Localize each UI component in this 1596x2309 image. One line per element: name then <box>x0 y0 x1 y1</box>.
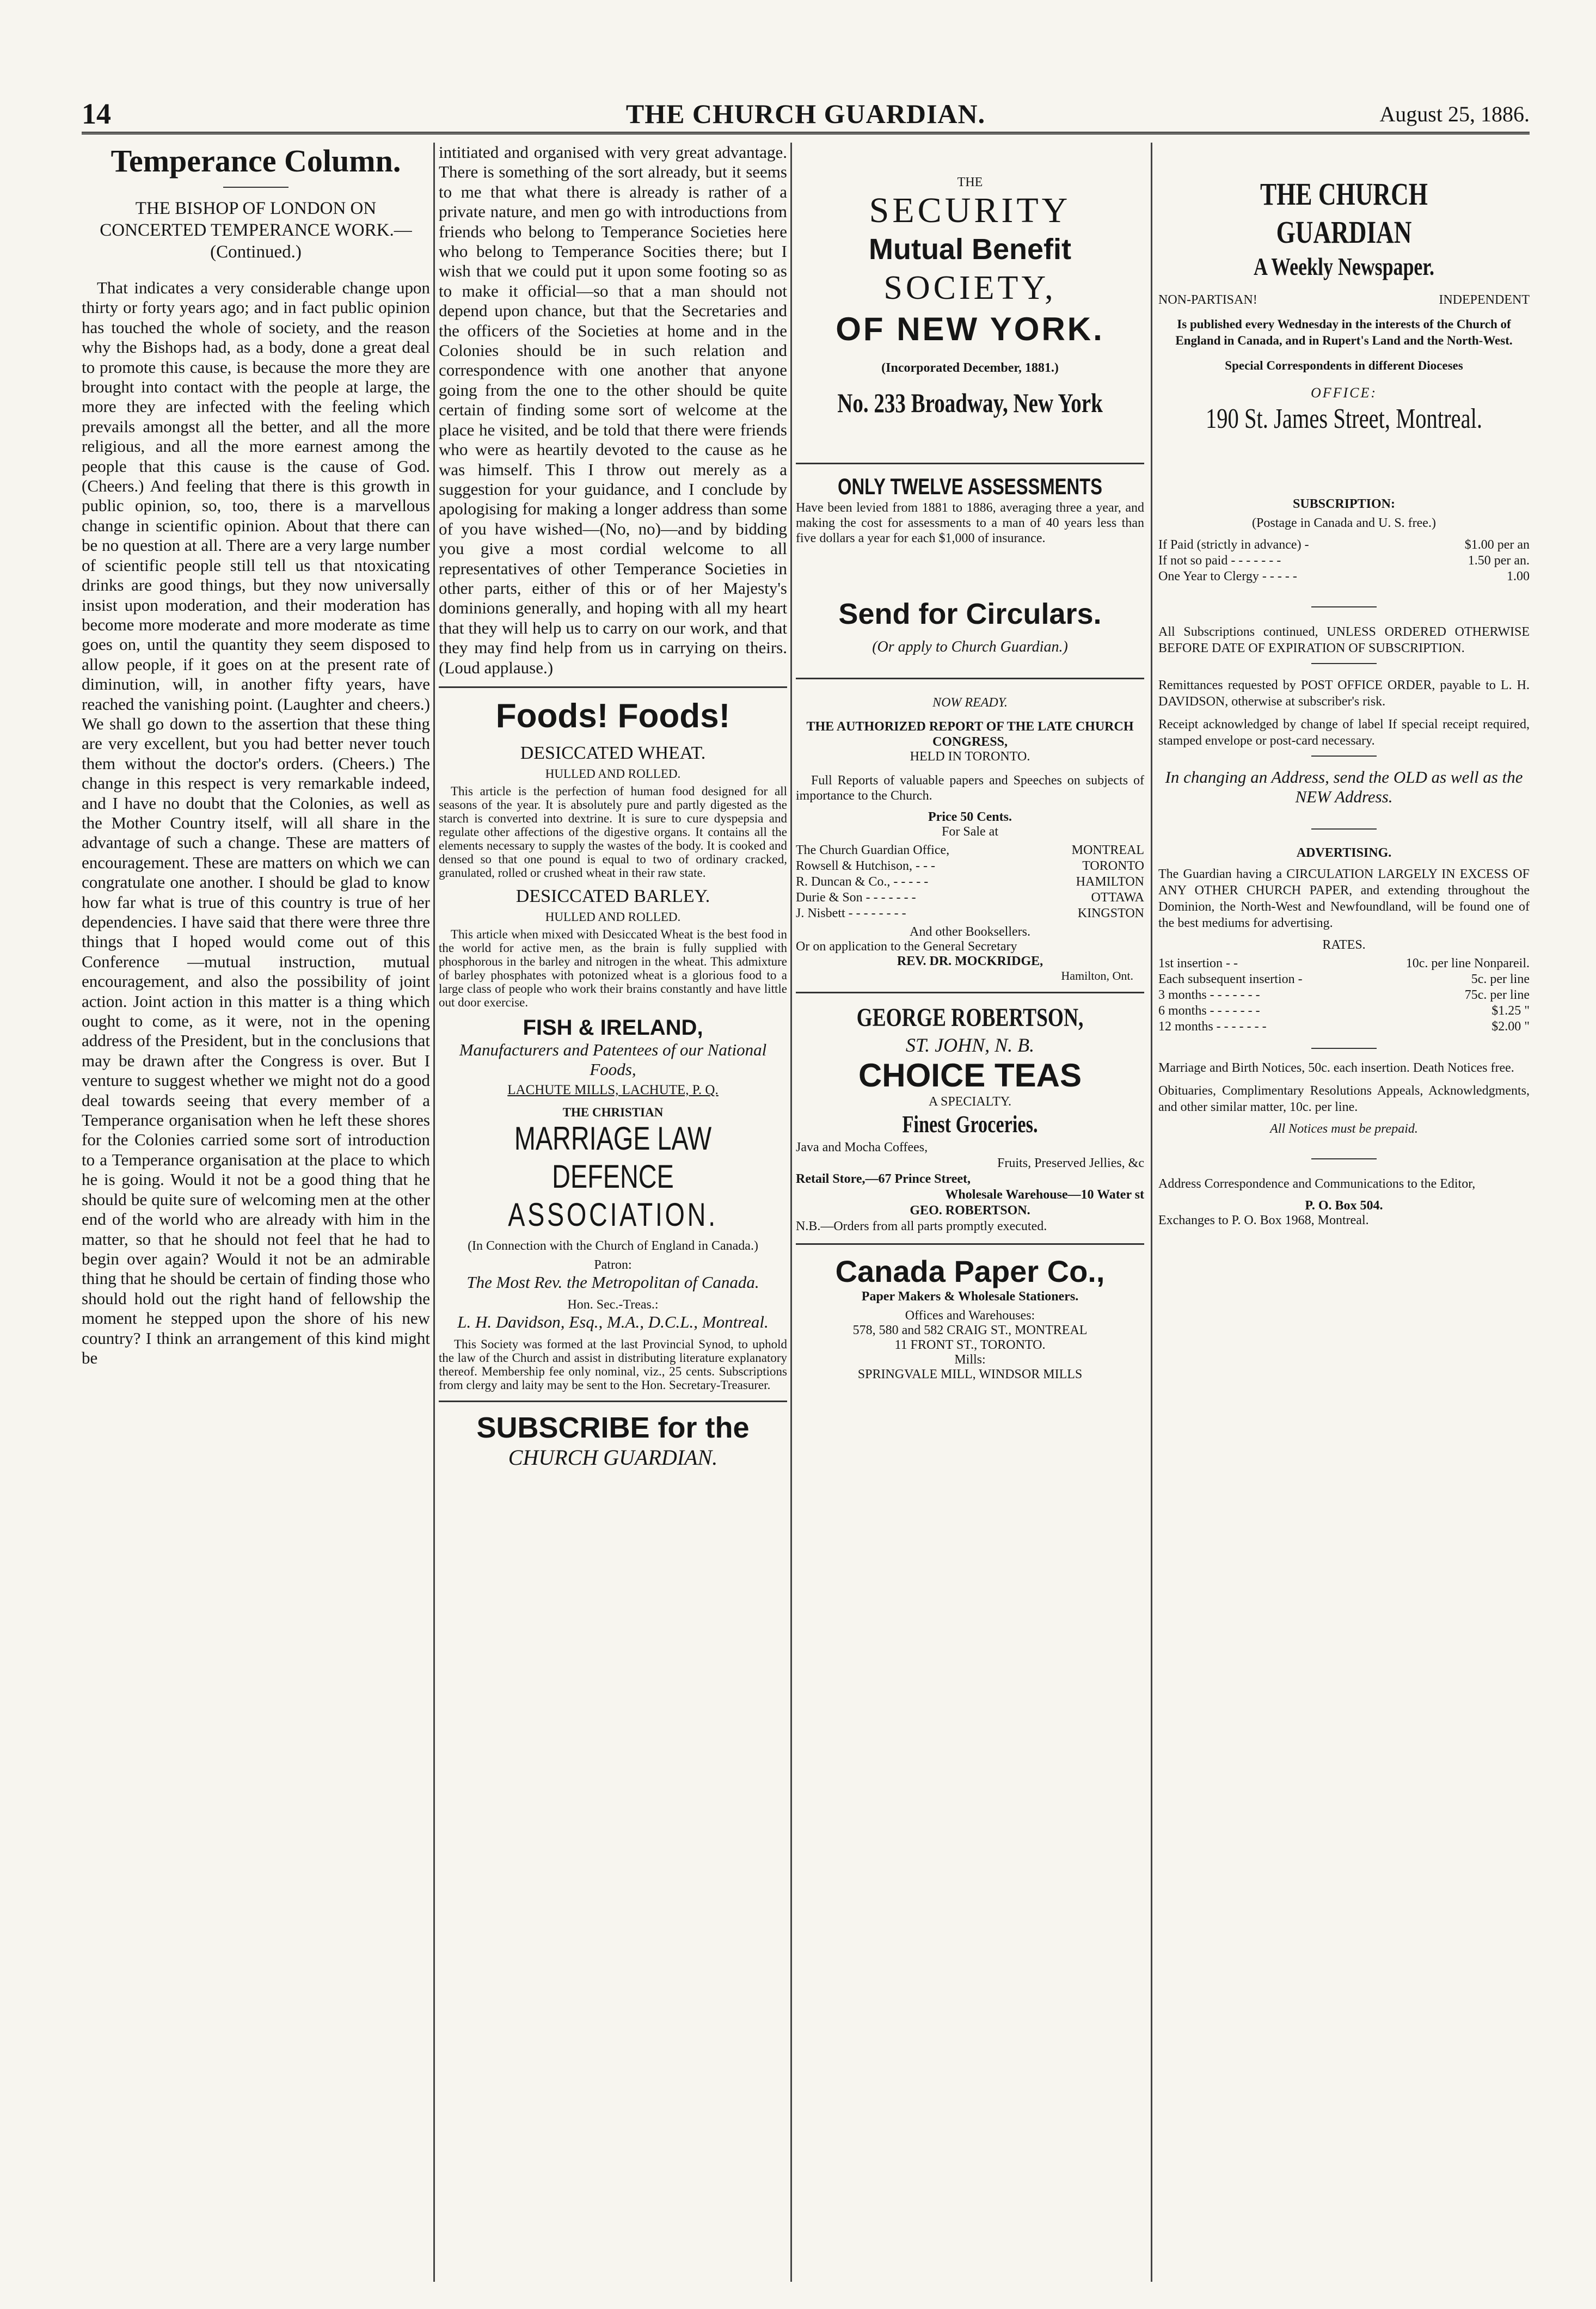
rates-heading: RATES. <box>1322 938 1366 952</box>
marriage-patron-label: Patron: <box>594 1257 632 1272</box>
robertson-finest: Finest Groceries. <box>902 1111 1038 1138</box>
postage-note: (Postage in Canada and U. S. free.) <box>1252 516 1436 530</box>
divider <box>223 187 288 188</box>
congress-others: And other Booksellers. <box>910 925 1030 939</box>
advertising-heading: ADVERTISING. <box>1296 846 1392 860</box>
divider <box>439 686 787 688</box>
marriage-secretary: L. H. Davidson, Esq., M.A., D.C.L., Montreal. <box>457 1312 769 1331</box>
column-temperance <box>82 143 430 2282</box>
seller-row <box>796 906 1144 922</box>
wheat-subtitle: HULLED AND ROLLED. <box>545 766 681 781</box>
robertson-fruits: Fruits, Preserved Jellies, &c <box>997 1156 1144 1170</box>
seller-name: R. Duncan & Co., - - - - - <box>796 875 929 889</box>
remittances-note: Remittances requested by POST OFFICE ORDER, payable to L. H. DAVIDSON, otherwise at subscriber's risk. <box>1158 678 1530 709</box>
security-send: Send for Circulars. <box>838 598 1102 630</box>
receipt-note: Receipt acknowledged by change of label If special receipt required, stamped envelope or post-card necessary. <box>1158 717 1530 748</box>
security-the: THE <box>957 175 983 189</box>
subscription-continued: All Subscriptions continued, UNLESS ORDERED OTHERWISE BEFORE DATE OF EXPIRATION OF SUBSCRIPTION. <box>1158 625 1530 655</box>
marriage-title-line2: ASSOCIATION. <box>508 1196 718 1233</box>
marriage-description: This Society was formed at the last Provincial Synod, to uphold the law of the Church and assist in distributing literature explanatory thereof. Membership fee only nominal, viz., 25 cents. Subscriptions from clergy and laity may be sent to the Hon. Secretary-Treasurer. <box>439 1337 787 1392</box>
divider <box>796 463 1144 464</box>
column-paper-info <box>1158 143 1530 2282</box>
congress-title: THE AUTHORIZED REPORT OF THE LATE CHURCH CONGRESS, <box>806 720 1134 749</box>
robertson-nb: N.B.—Orders from all parts promptly executed. <box>796 1219 1047 1233</box>
rate-row <box>1158 1003 1530 1019</box>
column-rule <box>790 143 792 2282</box>
marriage-the-christian: THE CHRISTIAN <box>562 1105 664 1119</box>
rate-row <box>1158 972 1530 987</box>
seller-name: The Church Guardian Office, <box>796 843 950 857</box>
seller-row <box>796 874 1144 890</box>
robertson-advert <box>796 1002 1144 1235</box>
subscription-label: If Paid (strictly in advance) - <box>1158 538 1309 552</box>
robertson-place: ST. JOHN, N. B. <box>905 1034 1035 1056</box>
subscription-label: One Year to Clergy - - - - - <box>1158 569 1297 584</box>
maker-name: FISH & IRELAND, <box>523 1015 703 1040</box>
divider <box>1311 663 1377 664</box>
subscription-heading: SUBSCRIPTION: <box>1292 497 1396 511</box>
rate-label: 3 months - - - - - - - <box>1158 988 1260 1002</box>
congress-advert <box>796 696 1144 983</box>
divider <box>796 678 1144 679</box>
rate-label: Each subsequent insertion - <box>1158 972 1303 986</box>
prepaid-note: All Notices must be prepaid. <box>1270 1122 1418 1136</box>
seller-place: KINGSTON <box>1077 906 1144 920</box>
subscribe-line: SUBSCRIBE for the <box>476 1411 750 1444</box>
congress-application: Or on application to the General Secretary <box>796 939 1017 954</box>
seller-row <box>796 843 1144 858</box>
seller-row <box>796 858 1144 874</box>
marriage-connection: (In Connection with the Church of England in Canada.) <box>468 1238 758 1253</box>
security-title: SECURITY <box>869 191 1071 230</box>
wheat-title: DESICCATED WHEAT. <box>520 742 706 763</box>
canada-paper-advert <box>796 1254 1144 1382</box>
canada-paper-mills-label: Mills: <box>954 1353 986 1367</box>
canada-paper-address2: 11 FRONT ST., TORONTO. <box>894 1338 1046 1352</box>
paper-published: Is published every Wednesday in the interests of the Church of England in Canada, and in Rupert's Land and the North-West. <box>1175 317 1513 347</box>
congress-held: HELD IN TORONTO. <box>910 750 1030 764</box>
marriage-law-advert <box>439 1106 787 1392</box>
address-change-note: In changing an Address, send the OLD as well as the NEW Address. <box>1165 767 1523 806</box>
masthead <box>82 97 1530 134</box>
canada-paper-mills: SPRINGVALE MILL, WINDSOR MILLS <box>857 1367 1083 1381</box>
paper-title: THE CHURCH GUARDIAN. <box>625 99 986 129</box>
barley-title: DESICCATED BARLEY. <box>515 886 710 906</box>
subscription-label: If not so paid - - - - - - - <box>1158 554 1281 568</box>
subscription-price: 1.50 per an. <box>1468 554 1530 568</box>
po-box: P. O. Box 504. <box>1305 1199 1383 1213</box>
divider <box>796 1243 1144 1245</box>
seller-row <box>796 890 1144 906</box>
column-rule <box>1151 143 1152 2282</box>
congress-rev-location: Hamilton, Ont. <box>1061 969 1133 982</box>
robertson-name: GEORGE ROBERTSON, <box>856 1003 1084 1032</box>
marriage-notices: Marriage and Birth Notices, 50c. each insertion. Death Notices free. <box>1158 1061 1514 1075</box>
article-paragraph: That indicates a very considerable change upon thirty or forty years ago; and in fact public opinion has touched the whole of society, and the reason why the Bishops had, as a body, done a great deal to promote this cause, is because the more they are brought into contact with the people at large, the more they are infected with the feeling which prevails amongst all the better, and all the more religious, and all the more earnest among the people that this cause is the cause of God. (Cheers.) And feeling that there is this growth in public opinion, so, too, there is a marvellous change in scientific opinion. About that there can be no question at all. There are a very large number of scientific people still tell us that ntoxicating drinks are good things, but they now universally insist upon moderation, and their moderation has become more moderate and more moderate as time goes on, until the quantity they seem disposed to allow people, if it goes on at the present rate of diminution, will, in another fifty years, have reached the vanishing point. (Laughter and cheers.) We shall go down to the assertion that these thing are very excellent, but you had better never touch them without the doctor's orders. (Cheers.) The change in this respect is very remarkable indeed, and I have no doubt that the Colonies, as well as the Mother Country itself, will all share in the advantage of such a change. These are matters of encouragement. These are matters on which we can congratulate one another. I should be glad to know how far what is true of this country is true of her dependencies. I have said that there were three thre things that I hoped would come out of this Conference —mutual instruction, mutual encouragement, and also the possibility of joint action. Joint action in this matter is a thing which ought to come, as it were, not in the opening address of the President, but in the conclusions that may be drawn after the Congress is over. But I venture to suggest whether we might not do a good deal towards seeing that every member of a Temperance organisation when he left these shores for the Colonies carried some sort of introduction to a Temperance organisation at the place to which he is going. Would it not be a good thing that he should be quite sure of welcoming men at the other end of the world who are already with him in the matter, so that he should not feel that he had to begin over again? Would it not be an admirable thing that he should be certain of finding those who should hold out the right hand of fellowship the moment he stepped upon the shore of his new country? I think an arrangement of this kind might be <box>82 278 430 1367</box>
congress-price: Price 50 Cents. <box>928 810 1012 824</box>
advertising-text: The Guardian having a CIRCULATION LARGELY IN EXCESS OF ANY OTHER CHURCH PAPER, and extending throughout the Dominion, the North-West and Newfoundland, will be found one of the best mediums for advertising. <box>1158 867 1530 930</box>
congress-ready: NOW READY. <box>932 696 1008 710</box>
divider <box>1311 1048 1377 1049</box>
canada-paper-sub: Paper Makers & Wholesale Stationers. <box>861 1289 1079 1304</box>
security-newyork: OF NEW YORK. <box>836 311 1104 347</box>
page-number: 14 <box>82 97 111 130</box>
robertson-retail: Retail Store,—67 Prince Street, <box>796 1172 971 1186</box>
subscription-price: 1.00 <box>1507 569 1530 584</box>
rate-label: 1st insertion - - <box>1158 956 1238 971</box>
marriage-secretary-label: Hon. Sec.-Treas.: <box>567 1297 659 1312</box>
seller-place: OTTAWA <box>1091 891 1144 905</box>
issue-date: August 25, 1886. <box>1379 102 1530 126</box>
exchanges-note: Exchanges to P. O. Box 1968, Montreal. <box>1158 1213 1369 1227</box>
column-continued <box>439 143 787 2282</box>
canada-paper-name: Canada Paper Co., <box>835 1254 1105 1288</box>
maker-description: Manufacturers and Patentees of our National Foods, <box>459 1040 767 1079</box>
wheat-description: This article is the perfection of human food designed for all seasons of the year. It is absolutely pure and partly digested as the starch is converted into dextrine. It is sure to cure dyspepsia and regulate other affections of the digestive organs. It contains all the elements necessary to supply the wastes of the body. It is cooked and densed so that one pound is equal to two of ordinary cracked, granulated, rolled or crushed wheat in their raw state. <box>439 784 787 880</box>
divider <box>439 1401 787 1402</box>
rate-price: 5c. per line <box>1471 972 1530 986</box>
subscription-price: $1.00 per an <box>1464 538 1530 552</box>
maker-location: LACHUTE MILLS, LACHUTE, P. Q. <box>507 1082 719 1097</box>
congress-sale: For Sale at <box>942 825 998 839</box>
robertson-specialty: A SPECIALTY. <box>928 1095 1012 1109</box>
subscription-row <box>1158 553 1530 569</box>
rate-price: 75c. per line <box>1464 988 1530 1002</box>
rate-row <box>1158 987 1530 1003</box>
correspondence-address: Address Correspondence and Communications to the Editor, <box>1158 1177 1476 1191</box>
paper-name: THE CHURCH GUARDIAN <box>1260 176 1428 250</box>
office-address: 190 St. James Street, Montreal. <box>1205 403 1483 434</box>
foods-advert <box>439 697 787 1098</box>
seller-name: Durie & Son - - - - - - - <box>796 891 916 905</box>
canada-paper-offices: Offices and Warehouses: <box>905 1309 1035 1323</box>
congress-description: Full Reports of valuable papers and Speeches on subjects of importance to the Church. <box>796 773 1144 803</box>
article-subheading: THE BISHOP OF LONDON ON CONCERTED TEMPERANCE WORK.—(Continued.) <box>100 199 412 262</box>
subscription-row <box>1158 569 1530 585</box>
rate-row <box>1158 956 1530 972</box>
barley-subtitle: HULLED AND ROLLED. <box>545 910 681 924</box>
security-mutual: Mutual Benefit <box>869 233 1071 266</box>
divider <box>1311 828 1377 830</box>
non-partisan: NON-PARTISAN! <box>1158 293 1257 307</box>
independent: INDEPENDENT <box>1439 293 1530 307</box>
divider <box>1311 756 1377 757</box>
robertson-geo: GEO. ROBERTSON. <box>910 1203 1030 1218</box>
security-advert <box>796 175 1144 656</box>
subscription-row <box>1158 537 1530 553</box>
marriage-patron: The Most Rev. the Metropolitan of Canada. <box>466 1272 759 1292</box>
robertson-java: Java and Mocha Coffees, <box>796 1140 928 1154</box>
rate-label: 12 months - - - - - - - <box>1158 1020 1267 1034</box>
obituaries-note: Obituaries, Complimentary Resolutions Appeals, Acknowledgments, and other similar matter, 10c. per line. <box>1158 1084 1530 1114</box>
congress-rev: REV. DR. MOCKRIDGE, <box>897 954 1043 968</box>
barley-description: This article when mixed with Desiccated Wheat is the best food in the world for active men, as the brain is fully supplied with phosphorous in the barley and nitrogen in the wheat. This admixture of barley phosphates with potonized wheat is a glorious food to a large class of people who work their brains constantly and have little out door exercise. <box>439 927 787 1009</box>
article-paragraph: intitiated and organised with very great advantage. There is something of the sort already, but it seems to me that what there is already is rather of a private nature, and men go with introductions from friends who belong to Temperance Societies here who belong to Temperance Socities there; but I wish that we could put it upon some footing so as to make it official—so that a man should not depend upon chance, but that the Secretaries and the officers of the Societies at home and in the Colonies should be in such relation and correspondence with one another that anyone going from the one to the other should be quite certain of finding some sort of welcome at the place he visited, and be told that there were friends who were as heartily devoted to the cause as he was himself. This I throw out merely as a suggestion for your guidance, and I conclude by apologising for making a longer address than some of you have wished—(No, no)—and by bidding you give a most cordial welcome to all representatives of other Temperance Societies in other parts, either of this or of her Majesty's dominions generally, and hoping with all my heart that they will help us to carry on our work, and that they may find help from us in carrying on theirs. (Loud applause.) <box>439 143 787 677</box>
rate-price: $2.00 " <box>1491 1020 1530 1034</box>
seller-name: J. Nisbett - - - - - - - - <box>796 906 906 920</box>
column-rule <box>433 143 435 2282</box>
canada-paper-address1: 578, 580 and 582 CRAIG ST., MONTREAL <box>852 1323 1088 1337</box>
divider <box>1311 606 1377 607</box>
security-incorporated: (Incorporated December, 1881.) <box>881 361 1059 375</box>
rate-label: 6 months - - - - - - - <box>1158 1004 1260 1018</box>
divider <box>1311 1158 1377 1159</box>
foods-heading: Foods! Foods! <box>495 697 731 735</box>
paper-weekly: A Weekly Newspaper. <box>1254 253 1434 280</box>
security-address: No. 233 Broadway, New York <box>837 388 1103 418</box>
seller-name: Rowsell & Hutchison, - - - <box>796 859 935 873</box>
paper-special: Special Correspondents in different Dioceses <box>1225 359 1463 372</box>
security-twelve: ONLY TWELVE ASSESSMENTS <box>837 474 1103 499</box>
column-adverts <box>796 143 1144 2282</box>
security-apply: (Or apply to Church Guardian.) <box>872 638 1068 655</box>
robertson-wholesale: Wholesale Warehouse—10 Water st <box>945 1188 1144 1202</box>
subscribe-paper: CHURCH GUARDIAN. <box>508 1445 718 1470</box>
security-description: Have been levied from 1881 to 1886, averaging three a year, and making the cost for assessments to a man of 40 years less than five dollars a year for each $1,000 of insurance. <box>796 501 1144 545</box>
divider <box>796 992 1144 993</box>
security-society: SOCIETY, <box>883 269 1057 306</box>
rate-price: $1.25 " <box>1491 1004 1530 1018</box>
seller-place: HAMILTON <box>1076 875 1144 889</box>
robertson-choice-teas: CHOICE TEAS <box>858 1057 1082 1094</box>
rate-row <box>1158 1019 1530 1035</box>
temperance-heading: Temperance Column. <box>111 143 401 179</box>
marriage-title-line1: MARRIAGE LAW DEFENCE <box>514 1120 712 1195</box>
office-label: OFFICE: <box>1310 385 1378 401</box>
rate-price: 10c. per line Nonpareil. <box>1405 956 1530 971</box>
seller-place: MONTREAL <box>1071 843 1144 857</box>
seller-place: TORONTO <box>1082 859 1144 873</box>
